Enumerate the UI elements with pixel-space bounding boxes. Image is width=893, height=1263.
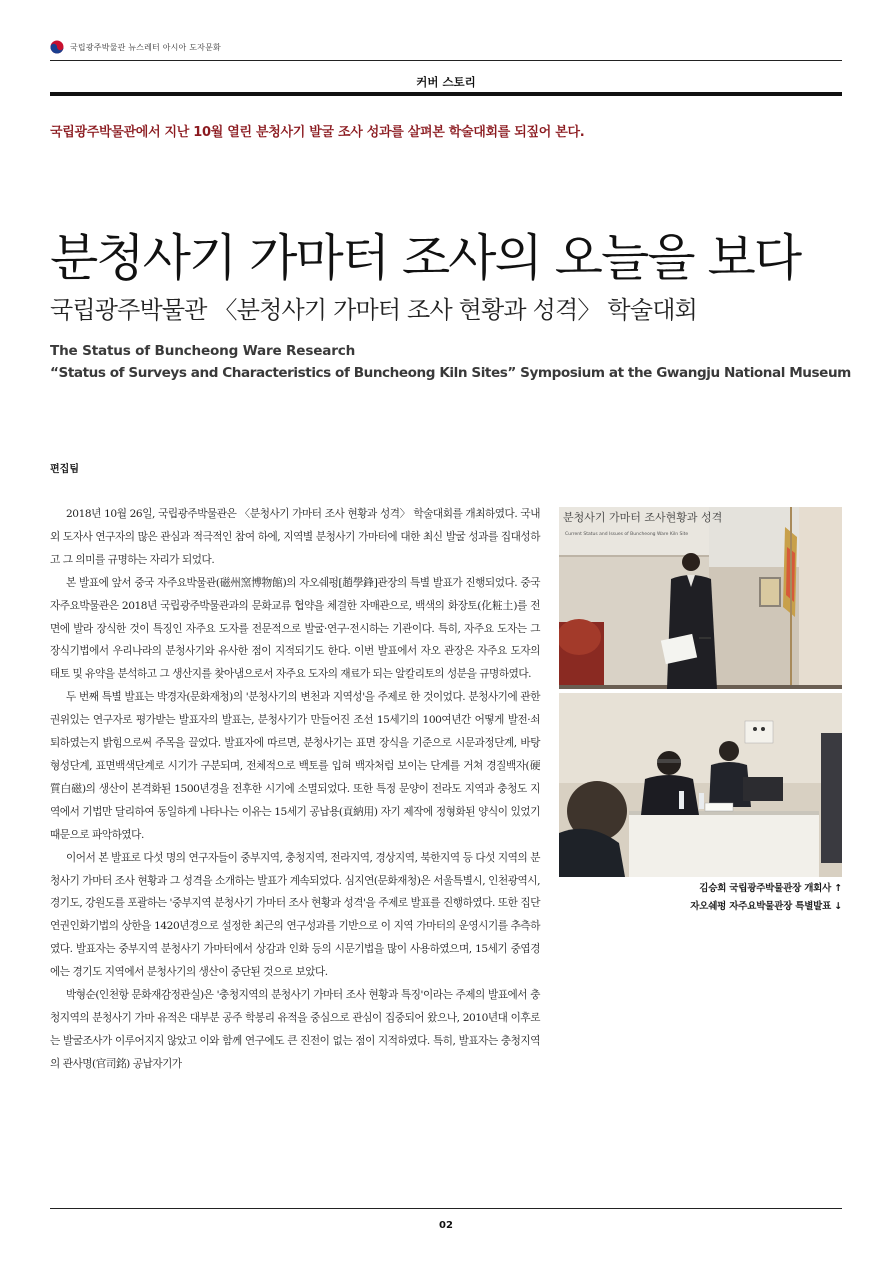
photo-opening-speech — [559, 507, 842, 689]
page-number: 02 — [439, 1220, 453, 1231]
photo-special-lecture — [559, 693, 842, 877]
english-title: The Status of Buncheong Ware Research — [50, 343, 356, 359]
paragraph: 박형순(인천항 문화재감정관실)은 '충청지역의 분청사기 가마터 조사 현황과 특징'이라는 주제의 발표에서 충청지역의 분청사기 가마 유적은 대부분 공주 학봉리 유적을 중심으로 관심이 집중되어 왔으나, 2010년대 이후로는 발굴조사가 이루어지지 않았고 이와 함께 연구에도 큰 진전이 없는 점이 지적하였다. 특히, 발표자는 충청지역의 관사명(官司銘) 공납자기가 — [50, 989, 540, 1070]
newsletter-title: 국립광주박물관 뉴스레터 아시아 도자문화 — [70, 42, 221, 52]
banner-english: Current Status and Issues of Buncheong Ware Kiln Site — [565, 532, 689, 537]
paragraph: 본 발표에 앞서 중국 자주요박물관(磁州窯博物館)의 자오쉐펑[趙學鋒]관장의 특별 발표가 진행되었다. 중국 자주요박물관은 2018년 국립광주박물관과의 문화교류 협약을 체결한 자매관으로, 백색의 화장토(化粧土)를 전면에 발라 장식한 것이 특징인 자주요 도자를 전문적으로 발굴·연구·전시하는 기관이다. 특히, 자주요 도자는 그 장식기법에서 우리나라의 분청사기와 유사한 점이 지적되기도 한다. 이번 발표에서 자오 관장은 자주요 도자의 태토 및 유약을 분석하고 그 생산지를 찾아냄으로서 자주요 도자의 재료가 되는 알칼리토의 성분을 규명하였다. — [50, 576, 540, 681]
lead-text: 국립광주박물관에서 지난 10월 열린 분청사기 발굴 조사 성과를 살펴본 학술대회를 되짚어 본다. — [50, 125, 585, 140]
section-rule — [50, 92, 842, 96]
header-rule — [50, 60, 842, 61]
paragraph: 2018년 10월 26일, 국립광주박물관은 〈분청사기 가마터 조사 현황과 성격〉 학술대회를 개최하였다. 국내외 도자사 연구자의 많은 관심과 적극적인 참여 하에, 지역별 분청사기 가마터에 대한 최신 발굴 성과를 집대성하고 그 의미를 규명하는 자리가 되었다. — [50, 508, 540, 566]
photo-caption-opening: 김승희 국립광주박물관장 개회사 ↑ — [699, 883, 842, 894]
article-body — [50, 503, 540, 1076]
section-label: 커버 스토리 — [416, 75, 476, 89]
newsletter-header — [50, 36, 842, 58]
paragraph: 이어서 본 발표로 다섯 명의 연구자들이 중부지역, 충청지역, 전라지역, 경상지역, 북한지역 등 다섯 지역의 분청사기 가마터 조사 현황과 그 성격을 소개하는 발표가 계속되었다. 심지연(문화재청)은 서울특별시, 인천광역시, 경기도, 강원도를 포괄하는 '중부지역 분청사기 가마터 조사 현황과 성격'을 주제로 발표를 진행하였다. 또한 집단연권인화기법의 상한을 1420년경으로 설정한 최근의 연구성과를 기반으로 이 지역 가마터의 운영시기를 추측하였다. 발표자는 중부지역 분청사기 가마터에서 상감과 인화 등의 시문기법을 많이 사용하였으며, 15세기 중엽경에는 경기도 지역에서 분청사기의 생산이 중단된 것으로 보았다. — [50, 851, 540, 979]
english-subtitle: “Status of Surveys and Characteristics of Buncheong Kiln Sites” Symposium at the Gwangju National Museum — [50, 365, 851, 381]
article-subtitle: 국립광주박물관 〈분청사기 가마터 조사 현황과 성격〉 학술대회 — [50, 296, 697, 324]
paragraph: 두 번째 특별 발표는 박경자(문화재청)의 '분청사기의 변천과 지역성'을 주제로 한 것이었다. 분청사기에 관한 권위있는 연구자로 평가받는 발표자의 발표는, 분청사기가 만들어진 조선 15세기의 100여년간 어떻게 발전·쇠퇴하였는지 밝힘으로써 주목을 끌었다. 발표자에 따르면, 분청사기는 표면 장식을 기준으로 시문과정단계, 바탕형성단계, 표면백색단계로 시기가 구분되며, 전체적으로 백토를 입혀 백자처럼 보이는 단계를 거쳐 경질백자(硬質白磁)의 생산이 본격화된 1500년경을 전후한 시기에 소멸되었다. 또한 특정 문양이 전라도 지역과 충청도 지역에서 기법만 달리하여 동일하게 나타나는 이유는 15세기 공납용(貢納用) 자기 제작에 정형화된 양식이 있었기 때문으로 파악하였다. — [50, 691, 540, 841]
taegeuk-logo-icon — [50, 40, 64, 54]
banner-text: 분청사기 가마터 조사현황과 성격 — [563, 511, 723, 524]
article-title: 분청사기 가마터 조사의 오늘을 보다 — [50, 229, 801, 287]
photo-caption-lecture: 자오쉐펑 자주요박물관장 특별발표 ↓ — [690, 901, 842, 912]
footer-rule — [50, 1208, 842, 1209]
byline: 편집팀 — [50, 464, 79, 475]
